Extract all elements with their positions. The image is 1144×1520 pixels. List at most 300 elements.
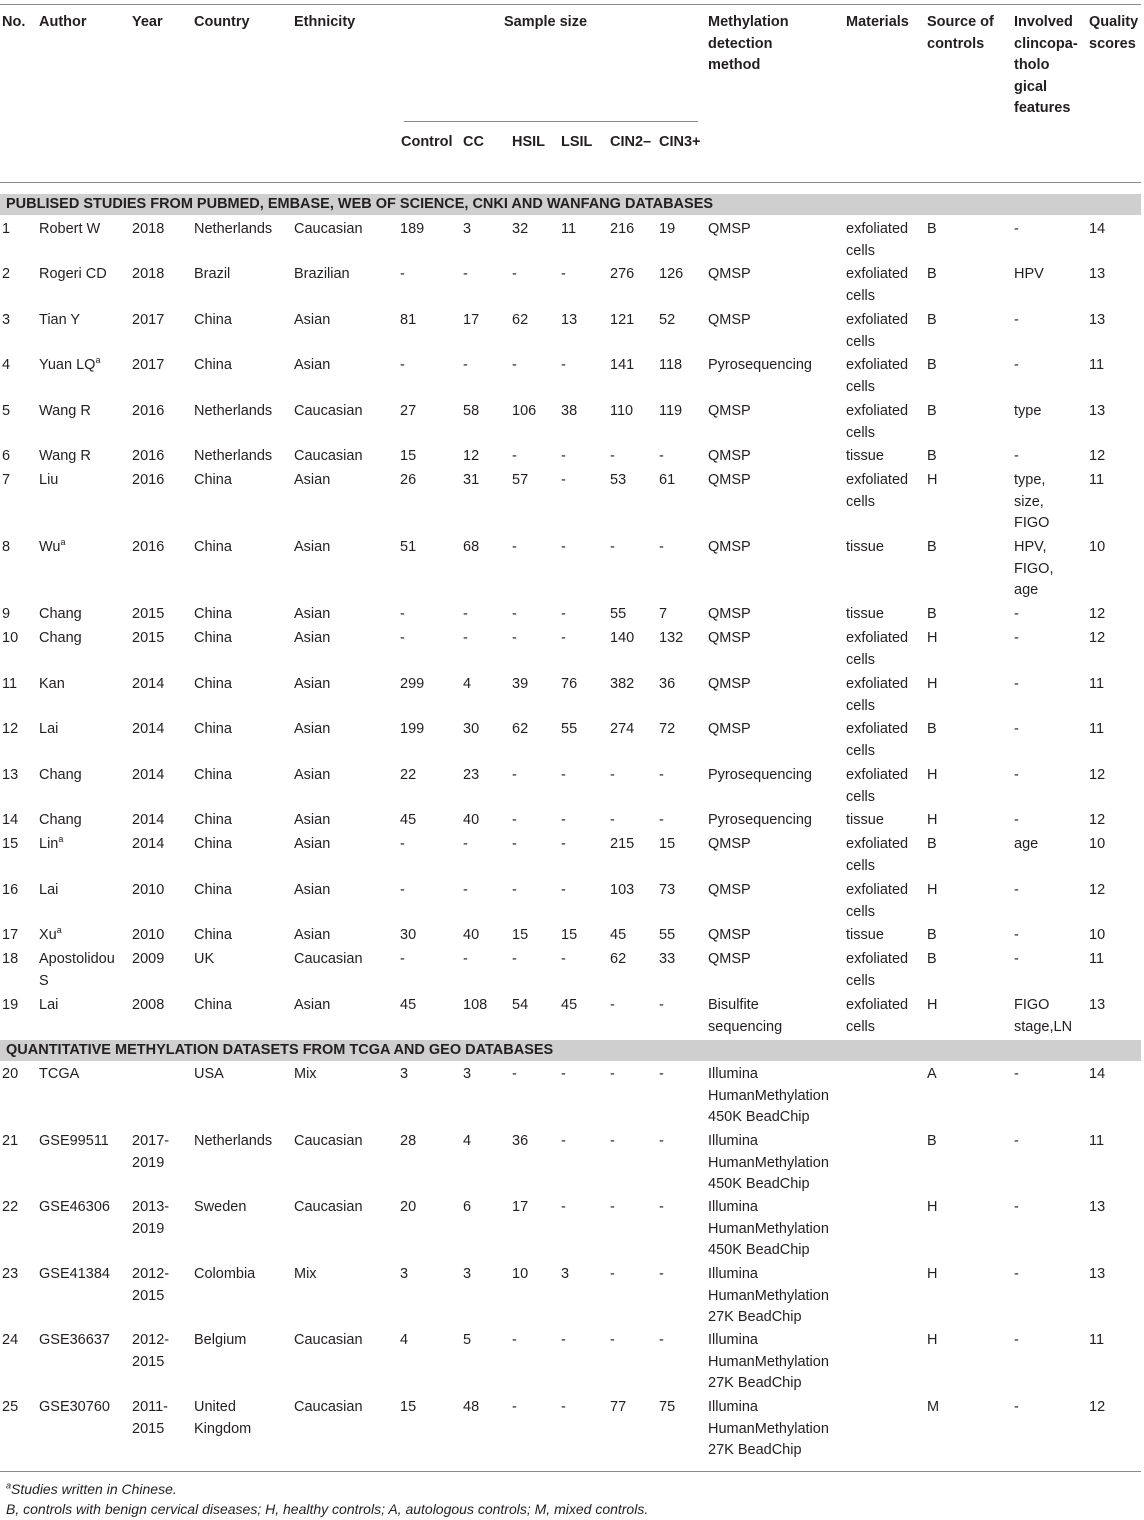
- author-name: Chang: [39, 812, 82, 828]
- table-row: [0, 1330, 1141, 1390]
- cell-country: Netherlands: [194, 448, 273, 464]
- cell-year: 2012- 2015: [132, 1266, 170, 1304]
- header-year: Year: [132, 14, 163, 30]
- section-heading-datasets: QUANTITATIVE METHYLATION DATASETS FROM TCGA AND GEO DATABASES: [0, 1040, 1141, 1061]
- cell-cin3: -: [659, 1066, 664, 1082]
- cell-source: M: [927, 1399, 940, 1415]
- cell-cin2: -: [610, 1133, 615, 1149]
- cell-author: [39, 810, 131, 832]
- cell-lsil: 3: [561, 1266, 570, 1282]
- cell-materials: exfoliated cells: [846, 312, 909, 350]
- cell-author: [39, 537, 131, 559]
- cell-cin2: -: [610, 812, 615, 828]
- cell-author: [39, 1330, 131, 1352]
- cell-hsil: -: [512, 951, 517, 967]
- cell-country: China: [194, 812, 232, 828]
- cell-ethnicity: Caucasian: [294, 1332, 363, 1348]
- cell-author: [39, 995, 131, 1017]
- cell-no: 22: [2, 1199, 19, 1215]
- cell-no: 20: [2, 1066, 19, 1082]
- author-name: Robert W: [39, 221, 101, 237]
- cell-hsil: -: [512, 1332, 517, 1348]
- cell-cc: 17: [463, 312, 480, 328]
- cell-cc: 58: [463, 403, 480, 419]
- cell-year: 2014: [132, 836, 165, 852]
- cell-cin3: 72: [659, 721, 676, 737]
- cell-hsil: -: [512, 630, 517, 646]
- cell-control: -: [400, 836, 405, 852]
- cell-country: China: [194, 539, 232, 555]
- cell-features: -: [1014, 312, 1019, 328]
- cell-country: China: [194, 927, 232, 943]
- cell-cin2: 276: [610, 266, 635, 282]
- cell-country: China: [194, 630, 232, 646]
- cell-quality: 12: [1089, 812, 1106, 828]
- cell-method: Illumina HumanMethylation 450K BeadChip: [708, 1133, 829, 1192]
- author-name: GSE99511: [39, 1133, 109, 1149]
- cell-method: QMSP: [708, 882, 751, 898]
- cell-cin2: 55: [610, 606, 627, 622]
- cell-method: Pyrosequencing: [708, 357, 812, 373]
- cell-cc: 4: [463, 676, 472, 692]
- cell-country: China: [194, 997, 232, 1013]
- cell-method: QMSP: [708, 472, 751, 488]
- cell-features: HPV, FIGO, age: [1014, 539, 1054, 598]
- cell-year: 2014: [132, 721, 165, 737]
- cell-author: [39, 880, 131, 902]
- cell-control: 3: [400, 1266, 409, 1282]
- cell-materials: exfoliated cells: [846, 472, 909, 510]
- cell-features: -: [1014, 357, 1019, 373]
- cell-quality: 11: [1089, 357, 1105, 373]
- cell-features: -: [1014, 630, 1019, 646]
- cell-lsil: -: [561, 1066, 566, 1082]
- cell-control: 27: [400, 403, 417, 419]
- cell-ethnicity: Caucasian: [294, 951, 363, 967]
- cell-hsil: -: [512, 882, 517, 898]
- cell-hsil: 10: [512, 1266, 529, 1282]
- cell-hsil: 36: [512, 1133, 529, 1149]
- cell-method: QMSP: [708, 403, 751, 419]
- cell-hsil: -: [512, 767, 517, 783]
- cell-control: 22: [400, 767, 417, 783]
- cell-no: 14: [2, 812, 19, 828]
- author-name: Lai: [39, 882, 59, 898]
- cell-country: China: [194, 721, 232, 737]
- cell-lsil: -: [561, 448, 566, 464]
- cell-quality: 12: [1089, 1399, 1106, 1415]
- cell-year: 2015: [132, 606, 165, 622]
- cell-quality: 11: [1089, 951, 1105, 967]
- cell-method: QMSP: [708, 606, 751, 622]
- author-name: GSE41384: [39, 1266, 110, 1282]
- cell-author: [39, 264, 131, 286]
- cell-hsil: -: [512, 1399, 517, 1415]
- cell-cc: 4: [463, 1133, 472, 1149]
- cell-no: 10: [2, 630, 19, 646]
- cell-cin3: 33: [659, 951, 676, 967]
- cell-lsil: 11: [561, 221, 577, 237]
- cell-hsil: 54: [512, 997, 529, 1013]
- cell-cin3: 126: [659, 266, 684, 282]
- cell-ethnicity: Caucasian: [294, 1399, 363, 1415]
- author-name: GSE30760: [39, 1399, 110, 1415]
- cell-cc: 30: [463, 721, 480, 737]
- cell-method: Pyrosequencing: [708, 767, 812, 783]
- cell-materials: exfoliated cells: [846, 721, 909, 759]
- cell-control: 30: [400, 927, 417, 943]
- cell-lsil: -: [561, 836, 566, 852]
- cell-control: 28: [400, 1133, 417, 1149]
- cell-author: [39, 719, 131, 741]
- cell-quality: 14: [1089, 221, 1106, 237]
- cell-hsil: 39: [512, 676, 529, 692]
- cell-quality: 12: [1089, 882, 1106, 898]
- cell-no: 4: [2, 357, 11, 373]
- cell-cin2: -: [610, 767, 615, 783]
- header-control: Control: [401, 134, 453, 150]
- cell-ethnicity: Asian: [294, 676, 331, 692]
- cell-cin2: 382: [610, 676, 635, 692]
- cell-year: 2018: [132, 266, 165, 282]
- cell-cin3: -: [659, 1266, 664, 1282]
- cell-source: B: [927, 927, 937, 943]
- cell-features: -: [1014, 1066, 1019, 1082]
- cell-cc: 3: [463, 221, 472, 237]
- cell-author: [39, 834, 131, 856]
- cell-cc: 3: [463, 1266, 472, 1282]
- cell-no: 17: [2, 927, 19, 943]
- cell-no: 8: [2, 539, 11, 555]
- cell-lsil: 55: [561, 721, 578, 737]
- cell-ethnicity: Asian: [294, 357, 331, 373]
- cell-quality: 12: [1089, 630, 1106, 646]
- cell-source: B: [927, 951, 937, 967]
- header-hsil: HSIL: [512, 134, 546, 150]
- header-sample-size: Sample size: [504, 14, 588, 30]
- cell-cin2: 140: [610, 630, 635, 646]
- cell-lsil: -: [561, 630, 566, 646]
- cell-source: B: [927, 403, 937, 419]
- cell-source: H: [927, 1332, 938, 1348]
- cell-cin2: 141: [610, 357, 635, 373]
- cell-cc: 23: [463, 767, 480, 783]
- cell-author: [39, 628, 131, 650]
- cell-cc: -: [463, 357, 468, 373]
- cell-control: -: [400, 630, 405, 646]
- author-name: Chang: [39, 630, 82, 646]
- cell-source: H: [927, 630, 938, 646]
- cell-cin3: 7: [659, 606, 668, 622]
- cell-cin2: 45: [610, 927, 627, 943]
- cell-quality: 12: [1089, 448, 1106, 464]
- cell-features: age: [1014, 836, 1039, 852]
- cell-author: [39, 1064, 131, 1086]
- cell-features: -: [1014, 448, 1019, 464]
- cell-materials: exfoliated cells: [846, 403, 909, 441]
- cell-cin2: 216: [610, 221, 635, 237]
- cell-control: -: [400, 606, 405, 622]
- cell-author: [39, 1397, 131, 1419]
- cell-hsil: -: [512, 836, 517, 852]
- cell-cc: -: [463, 836, 468, 852]
- cell-lsil: -: [561, 812, 566, 828]
- cell-cin2: 53: [610, 472, 627, 488]
- cell-lsil: -: [561, 767, 566, 783]
- cell-year: 2012- 2015: [132, 1332, 170, 1370]
- cell-hsil: 106: [512, 403, 537, 419]
- cell-ethnicity: Mix: [294, 1266, 317, 1282]
- cell-materials: exfoliated cells: [846, 357, 909, 395]
- cell-control: 199: [400, 721, 425, 737]
- cell-ethnicity: Caucasian: [294, 403, 363, 419]
- cell-method: QMSP: [708, 836, 751, 852]
- cell-quality: 14: [1089, 1066, 1106, 1082]
- cell-cin2: -: [610, 448, 615, 464]
- cell-quality: 10: [1089, 836, 1106, 852]
- header-rule: [0, 182, 1141, 183]
- cell-country: China: [194, 676, 232, 692]
- cell-cin3: 61: [659, 472, 676, 488]
- table-row: [0, 1131, 1141, 1191]
- cell-quality: 12: [1089, 606, 1106, 622]
- cell-cin2: -: [610, 1266, 615, 1282]
- cell-year: 2015: [132, 630, 165, 646]
- cell-country: China: [194, 312, 232, 328]
- header-ethnicity: Ethnicity: [294, 14, 356, 30]
- cell-features: HPV: [1014, 266, 1044, 282]
- cell-materials: tissue: [846, 448, 884, 464]
- cell-source: B: [927, 836, 937, 852]
- cell-quality: 11: [1089, 472, 1105, 488]
- cell-ethnicity: Asian: [294, 836, 331, 852]
- cell-control: 81: [400, 312, 417, 328]
- cell-features: -: [1014, 951, 1019, 967]
- cell-control: 299: [400, 676, 425, 692]
- cell-cc: 108: [463, 997, 488, 1013]
- author-name: GSE46306: [39, 1199, 110, 1215]
- cell-ethnicity: Asian: [294, 539, 331, 555]
- cell-hsil: -: [512, 606, 517, 622]
- cell-lsil: 38: [561, 403, 578, 419]
- cell-method: Illumina HumanMethylation 27K BeadChip: [708, 1399, 829, 1458]
- cell-country: China: [194, 357, 232, 373]
- cell-features: -: [1014, 606, 1019, 622]
- cell-source: B: [927, 606, 937, 622]
- cell-author: [39, 470, 131, 492]
- cell-hsil: -: [512, 812, 517, 828]
- cell-no: 16: [2, 882, 19, 898]
- cell-no: 13: [2, 767, 19, 783]
- author-name: TCGA: [39, 1066, 80, 1082]
- cell-method: QMSP: [708, 630, 751, 646]
- cell-source: B: [927, 221, 937, 237]
- header-author: Author: [39, 14, 87, 30]
- cell-cin2: 215: [610, 836, 635, 852]
- cell-lsil: -: [561, 951, 566, 967]
- author-name: Kan: [39, 676, 65, 692]
- cell-method: QMSP: [708, 448, 751, 464]
- cell-lsil: -: [561, 606, 566, 622]
- header-country: Country: [194, 14, 250, 30]
- cell-no: 24: [2, 1332, 19, 1348]
- header-cin2: CIN2–: [610, 134, 652, 150]
- header-quality: Quality scores: [1089, 14, 1139, 52]
- cell-hsil: -: [512, 448, 517, 464]
- cell-year: 2016: [132, 403, 165, 419]
- cell-control: 15: [400, 1399, 417, 1415]
- cell-year: 2014: [132, 812, 165, 828]
- header-cc: CC: [463, 134, 484, 150]
- cell-year: 2010: [132, 927, 165, 943]
- table-row: [0, 537, 1141, 597]
- cell-features: type: [1014, 403, 1042, 419]
- cell-source: H: [927, 767, 938, 783]
- cell-hsil: 62: [512, 312, 529, 328]
- header-source: Source of controls: [927, 14, 994, 52]
- cell-control: 26: [400, 472, 417, 488]
- cell-features: -: [1014, 882, 1019, 898]
- cell-country: Netherlands: [194, 403, 273, 419]
- cell-country: China: [194, 472, 232, 488]
- cell-year: 2010: [132, 882, 165, 898]
- cell-cin2: -: [610, 539, 615, 555]
- cell-source: H: [927, 812, 938, 828]
- cell-hsil: -: [512, 266, 517, 282]
- cell-country: Belgium: [194, 1332, 247, 1348]
- cell-year: 2017- 2019: [132, 1133, 170, 1171]
- cell-lsil: 13: [561, 312, 578, 328]
- cell-no: 2: [2, 266, 11, 282]
- cell-cin3: -: [659, 1133, 664, 1149]
- cell-features: -: [1014, 927, 1019, 943]
- cell-cin2: -: [610, 1199, 615, 1215]
- cell-no: 12: [2, 721, 19, 737]
- cell-hsil: 17: [512, 1199, 529, 1215]
- cell-cin3: 36: [659, 676, 676, 692]
- cell-ethnicity: Asian: [294, 606, 331, 622]
- cell-lsil: -: [561, 1199, 566, 1215]
- cell-cin3: 19: [659, 221, 676, 237]
- cell-materials: tissue: [846, 606, 884, 622]
- cell-cin2: 110: [610, 403, 634, 419]
- cell-lsil: -: [561, 266, 566, 282]
- cell-cc: -: [463, 630, 468, 646]
- cell-no: 3: [2, 312, 11, 328]
- cell-cc: -: [463, 882, 468, 898]
- cell-ethnicity: Asian: [294, 882, 331, 898]
- author-name: Wu: [39, 539, 61, 555]
- cell-materials: tissue: [846, 812, 884, 828]
- cell-materials: exfoliated cells: [846, 630, 909, 668]
- cell-ethnicity: Caucasian: [294, 1133, 363, 1149]
- cell-control: -: [400, 951, 405, 967]
- table-row: [0, 1197, 1141, 1257]
- cell-source: B: [927, 721, 937, 737]
- header-method: Methylation detection method: [708, 14, 789, 73]
- cell-year: 2014: [132, 767, 165, 783]
- cell-author: [39, 355, 131, 377]
- cell-lsil: -: [561, 1133, 566, 1149]
- cell-no: 7: [2, 472, 11, 488]
- cell-method: QMSP: [708, 312, 751, 328]
- cell-hsil: 15: [512, 927, 529, 943]
- cell-cin3: 55: [659, 927, 676, 943]
- header-features: Involved clincopa- tholo gical features: [1014, 14, 1078, 116]
- cell-method: QMSP: [708, 951, 751, 967]
- cell-cin3: -: [659, 539, 664, 555]
- author-name: Lin: [39, 836, 59, 852]
- cell-author: [39, 925, 131, 947]
- cell-method: Illumina HumanMethylation 27K BeadChip: [708, 1266, 829, 1325]
- cell-features: -: [1014, 721, 1019, 737]
- cell-no: 9: [2, 606, 11, 622]
- cell-no: 6: [2, 448, 11, 464]
- cell-control: 3: [400, 1066, 409, 1082]
- cell-country: China: [194, 836, 232, 852]
- cell-quality: 11: [1089, 721, 1105, 737]
- cell-lsil: -: [561, 357, 566, 373]
- cell-method: Illumina HumanMethylation 450K BeadChip: [708, 1066, 829, 1125]
- cell-source: B: [927, 1133, 937, 1149]
- cell-hsil: 62: [512, 721, 529, 737]
- cell-method: QMSP: [708, 676, 751, 692]
- cell-year: 2018: [132, 221, 165, 237]
- footnote-a-text: Studies written in Chinese.: [11, 1481, 177, 1497]
- cell-cin3: -: [659, 1199, 664, 1215]
- cell-features: -: [1014, 221, 1019, 237]
- author-name: Xu: [39, 927, 57, 943]
- cell-no: 19: [2, 997, 19, 1013]
- cell-year: 2011- 2015: [132, 1399, 169, 1437]
- cell-method: Bisulfite sequencing: [708, 997, 783, 1035]
- author-name: Rogeri CD: [39, 266, 107, 282]
- cell-cin3: 73: [659, 882, 676, 898]
- cell-cin3: 119: [659, 403, 683, 419]
- cell-cc: 40: [463, 812, 480, 828]
- cell-features: -: [1014, 1332, 1019, 1348]
- cell-cin2: -: [610, 1066, 615, 1082]
- cell-no: 5: [2, 403, 11, 419]
- cell-ethnicity: Asian: [294, 472, 331, 488]
- cell-materials: exfoliated cells: [846, 266, 909, 304]
- cell-ethnicity: Asian: [294, 312, 331, 328]
- cell-cin3: 75: [659, 1399, 676, 1415]
- cell-materials: exfoliated cells: [846, 951, 909, 989]
- cell-no: 11: [2, 676, 18, 692]
- author-name: Lai: [39, 997, 59, 1013]
- cell-cin2: -: [610, 1332, 615, 1348]
- cell-source: H: [927, 1199, 938, 1215]
- cell-ethnicity: Asian: [294, 721, 331, 737]
- cell-year: 2009: [132, 951, 165, 967]
- cell-materials: tissue: [846, 539, 884, 555]
- cell-cin3: -: [659, 997, 664, 1013]
- cell-materials: tissue: [846, 927, 884, 943]
- cell-quality: 12: [1089, 767, 1106, 783]
- section-heading-published: PUBLISED STUDIES FROM PUBMED, EMBASE, WEB OF SCIENCE, CNKI AND WANFANG DATABASES: [0, 194, 1141, 215]
- cell-features: -: [1014, 1266, 1019, 1282]
- author-name: Apostolidou S: [39, 951, 115, 989]
- cell-country: China: [194, 606, 232, 622]
- author-name: Liu: [39, 472, 59, 488]
- cell-year: 2014: [132, 676, 165, 692]
- cell-control: 51: [400, 539, 417, 555]
- cell-control: 45: [400, 997, 417, 1013]
- cell-cin2: -: [610, 997, 615, 1013]
- cell-year: 2016: [132, 472, 165, 488]
- cell-quality: 13: [1089, 403, 1106, 419]
